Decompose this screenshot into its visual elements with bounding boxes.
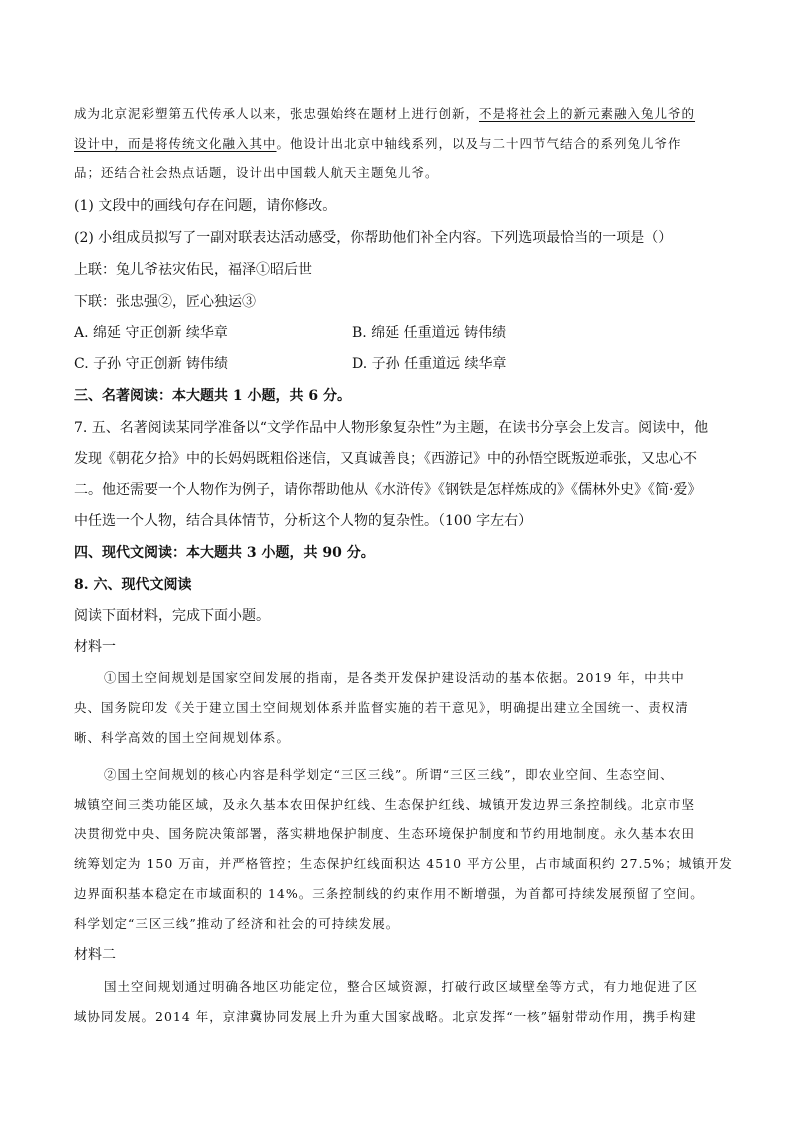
material-2-title: 材料二 bbox=[74, 947, 116, 963]
m2-p1-line-1: 国土空间规划通过明确各地区功能定位，整合区域资源，打破行政区域壁垒等方式，有力地促进了区 bbox=[104, 979, 699, 994]
m2-p1-line-2: 域协同发展。2014 年，京津冀协同发展上升为重大国家战略。北京发挥“一核”辐射带动作用，携手构建 bbox=[74, 1009, 697, 1024]
m1-p2-line-5: 边界面积基本稳定在市域面积的 14%。三条控制线的约束作用不断增强，为首都可持续发展预留了空间。 bbox=[74, 886, 704, 901]
couplet-lower: 下联：张忠强②，匠心独运③ bbox=[74, 294, 256, 310]
couplet-upper: 上联：兔儿爷祛灾佑民，福泽①昭后世 bbox=[74, 262, 312, 278]
q7-line-4: 中任选一个人物，结合具体情节，分析这个人物的复杂性。（100 字左右） bbox=[74, 513, 533, 529]
intro-line-3: 品；还结合社会热点话题，设计出中国载人航天主题兔儿爷。 bbox=[74, 165, 439, 180]
section-3-heading: 三、名著阅读：本大题共 1 小题，共 6 分。 bbox=[74, 388, 351, 404]
option-c: C. 子孙 守正创新 铸伟绩 bbox=[74, 356, 229, 372]
m1-p1-line-1: ①国土空间规划是国家空间发展的指南，是各类开发保护建设活动的基本依据。2019 年，中共中 bbox=[104, 670, 685, 685]
q7-line-2: 发现《朝花夕拾》中的长妈妈既粗俗迷信，又真诚善良；《西游记》中的孙悟空既叛逆乖张，又忠心不 bbox=[74, 451, 697, 467]
question-1: (1) 文段中的画线句存在问题，请你修改。 bbox=[74, 198, 337, 214]
q7-line-1: 7. 五、名著阅读某同学准备以“文学作品中人物形象复杂性”为主题，在读书分享会上发言。阅读中，他 bbox=[74, 420, 709, 436]
intro-text: 成为北京泥彩塑第五代传承人以来，张忠强始终在题材上进行创新， bbox=[74, 106, 480, 121]
intro-text: 。他设计出北京中轴线系列，以及与二十四节气结合的系列兔儿爷作 bbox=[276, 136, 682, 151]
m1-p2-line-4: 统筹划定为 150 万亩，并严格管控；生态保护红线面积达 4510 平方公里，占市域面积约 27.5%；城镇开发 bbox=[74, 856, 733, 871]
underlined-sentence-cont: 设计中，而是将传统文化融入其中 bbox=[74, 136, 277, 151]
m1-p2-line-6: 科学划定“三区三线”推动了经济和社会的可持续发展。 bbox=[74, 916, 400, 931]
m1-p1-line-2: 央、国务院印发《关于建立国土空间规划体系并监督实施的若干意见》，明确提出建立全国统一、责权清 bbox=[74, 700, 689, 715]
m1-p2-line-1: ②国土空间规划的核心内容是科学划定“三区三线”。所谓“三区三线”，即农业空间、生态空间、 bbox=[104, 767, 674, 782]
m1-p2-line-3: 决贯彻党中央、国务院决策部署，落实耕地保护制度、生态环境保护制度和节约用地制度。永久基本农田 bbox=[74, 826, 696, 841]
q8-title: 8. 六、现代文阅读 bbox=[74, 577, 192, 593]
m1-p1-line-3: 晰、科学高效的国土空间规划体系。 bbox=[74, 730, 291, 745]
m1-p2-line-2: 城镇空间三类功能区域，及永久基本农田保护红线、生态保护红线、城镇开发边界三条控制线。北京市坚 bbox=[74, 797, 696, 812]
q7-line-3: 二。他还需要一个人物作为例子，请你帮助他从《水浒传》《钢铁是怎样炼成的》《儒林外史》《简·爱》 bbox=[74, 482, 702, 498]
option-d: D. 子孙 任重道远 续华章 bbox=[352, 356, 507, 372]
section-4-heading: 四、现代文阅读：本大题共 3 小题，共 90 分。 bbox=[74, 545, 375, 561]
material-1-title: 材料一 bbox=[74, 639, 116, 655]
intro-line-1 bbox=[74, 104, 695, 122]
intro-line-2 bbox=[74, 134, 682, 152]
q8-instruction: 阅读下面材料，完成下面小题。 bbox=[74, 608, 270, 624]
option-b: B. 绵延 任重道远 铸伟绩 bbox=[352, 325, 507, 341]
question-2: (2) 小组成员拟写了一副对联表达活动感受，你帮助他们补全内容。下列选项最恰当的一项是（） bbox=[74, 230, 673, 246]
option-a: A. 绵延 守正创新 续华章 bbox=[74, 325, 228, 341]
underlined-sentence: 不是将社会上的新元素融入兔儿爷的 bbox=[479, 106, 696, 121]
